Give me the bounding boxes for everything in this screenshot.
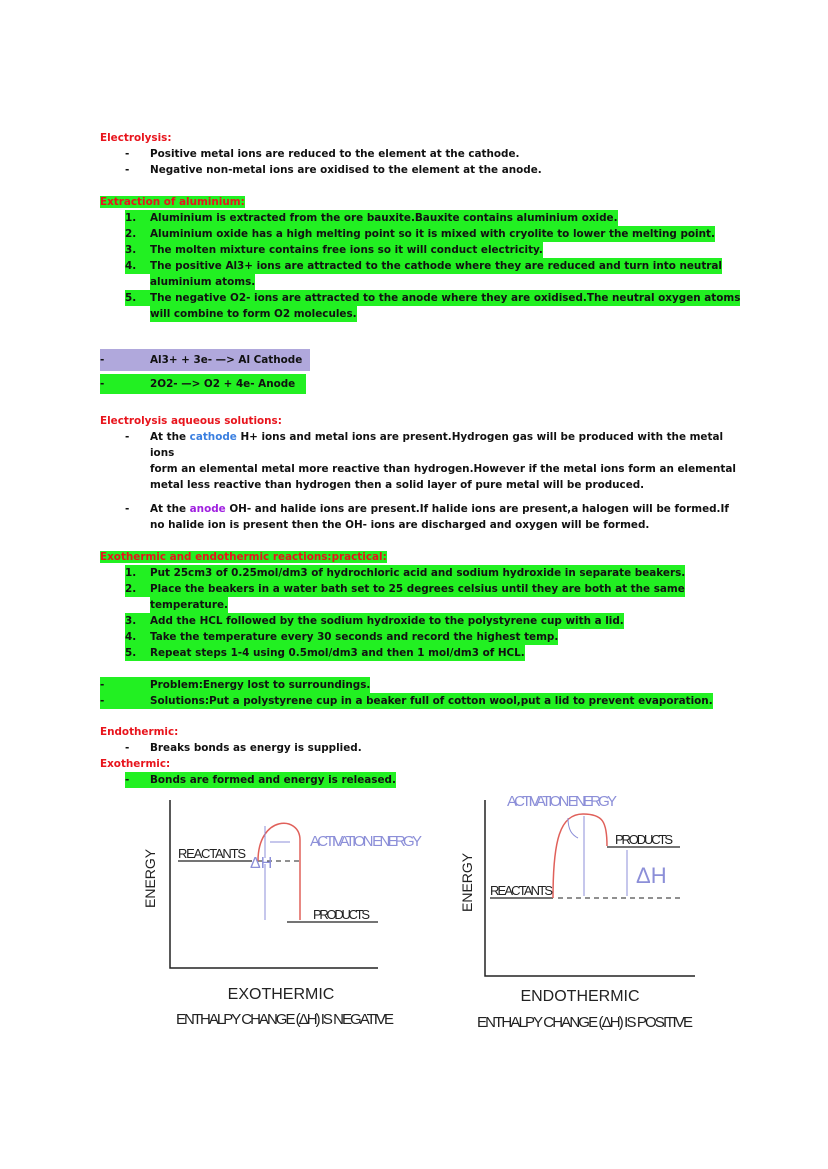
activation-label: ACTIVATION ENERGY: [310, 833, 422, 850]
list-item: - Positive metal ions are reduced to the element at the cathode.: [125, 148, 520, 160]
list-item: - Breaks bonds as energy is supplied.: [125, 742, 362, 754]
item-number: 2.: [125, 583, 137, 595]
reaction-curve: [553, 814, 607, 898]
item-text: will combine to form O2 molecules.: [150, 308, 357, 320]
list-item: - At the cathode H+ ions and metal ions are present.Hydrogen gas will be produced with the metal ions form an elemental metal more reactive than hydrogen.However if the metal ions form an elemental metal less reactive than hydrogen then a solid layer of pure metal will be produced.: [125, 431, 736, 491]
anode-term: anode: [189, 503, 226, 515]
endothermic-diagram: [459, 793, 695, 1031]
delta-h-label: ΔH: [636, 863, 667, 888]
item-number: 5.: [125, 647, 137, 659]
item-number: 5.: [125, 292, 137, 304]
item-number: 4.: [125, 260, 137, 272]
item-text: The molten mixture contains free ions so it will conduct electricity.: [150, 244, 543, 256]
heading-exothermic: Exothermic:: [100, 758, 171, 770]
item-text: Aluminium is extracted from the ore bauxite.Bauxite contains aluminium oxide.: [150, 212, 618, 224]
exothermic-diagram: [142, 800, 422, 1028]
item-number: 2.: [125, 228, 137, 240]
y-axis-label: ENERGY: [142, 848, 158, 908]
item-text: Add the HCL followed by the sodium hydroxide to the polystyrene cup with a lid.: [150, 615, 624, 627]
list-item: - Bonds are formed and energy is released.: [125, 774, 396, 786]
item-text: temperature.: [150, 599, 228, 611]
diagram-subtitle: ENTHALPY CHANGE (ΔH) IS POSITIVE: [477, 1014, 693, 1031]
item-text: Aluminium oxide has a high melting point so it is mixed with cryolite to lower the melting point.: [150, 228, 715, 240]
diagram-subtitle: ENTHALPY CHANGE (ΔH) IS NEGATIVE: [176, 1011, 394, 1028]
item-number: 1.: [125, 212, 137, 224]
products-label: PRODUCTS: [615, 832, 673, 847]
reactants-label: REACTANTS: [490, 883, 553, 898]
item-number: 3.: [125, 244, 137, 256]
item-text: Repeat steps 1-4 using 0.5mol/dm3 and then 1 mol/dm3 of HCL.: [150, 647, 525, 659]
diagram-title: EXOTHERMIC: [227, 986, 335, 1003]
cathode-term: cathode: [189, 431, 237, 443]
problem-note: - Problem:Energy lost to surroundings.: [100, 679, 371, 691]
solution-note: - Solutions:Put a polystyrene cup in a beaker full of cotton wool,put a lid to prevent evaporation.: [100, 695, 713, 707]
item-text: The negative O2- ions are attracted to the anode where they are oxidised.The neutral oxygen atoms: [150, 292, 741, 304]
list-item: - Negative non-metal ions are oxidised to the element at the anode.: [125, 164, 542, 176]
heading-endothermic: Endothermic:: [100, 726, 179, 738]
activation-label: ACTIVATION ENERGY: [507, 793, 617, 810]
item-text: Take the temperature every 30 seconds and record the highest temp.: [150, 631, 559, 643]
anode-equation: - 2O2- —> O2 + 4e- Anode: [100, 374, 306, 394]
item-text: aluminium atoms.: [150, 276, 256, 288]
item-number: 4.: [125, 631, 137, 643]
reactants-label: REACTANTS: [178, 846, 246, 861]
heading-aqueous: Electrolysis aqueous solutions:: [100, 415, 282, 427]
cathode-equation: - Al3+ + 3e- —> Al Cathode: [100, 349, 310, 371]
item-text: Put 25cm3 of 0.25mol/dm3 of hydrochloric acid and sodium hydroxide in separate beakers.: [150, 567, 686, 579]
item-text: Place the beakers in a water bath set to 25 degrees celsius until they are both at the same: [150, 583, 685, 595]
heading-electrolysis: Electrolysis:: [100, 132, 172, 144]
item-number: 3.: [125, 615, 137, 627]
item-text: The positive Al3+ ions are attracted to the cathode where they are reduced and turn into neutral: [150, 260, 722, 272]
y-axis-label: ENERGY: [459, 852, 475, 912]
item-number: 1.: [125, 567, 137, 579]
heading-extraction: Extraction of aluminium:: [100, 196, 245, 208]
products-label: PRODUCTS: [313, 907, 370, 922]
diagram-title: ENDOTHERMIC: [520, 988, 640, 1005]
heading-practical: Exothermic and endothermic reactions:practical:: [100, 551, 387, 563]
list-item: - At the anode OH- and halide ions are present.If halide ions are present,a halogen will be formed.If no halide ion is present then the OH- ions are discharged and oxygen will be formed.: [125, 503, 729, 531]
delta-h-label: ΔH: [250, 855, 273, 872]
